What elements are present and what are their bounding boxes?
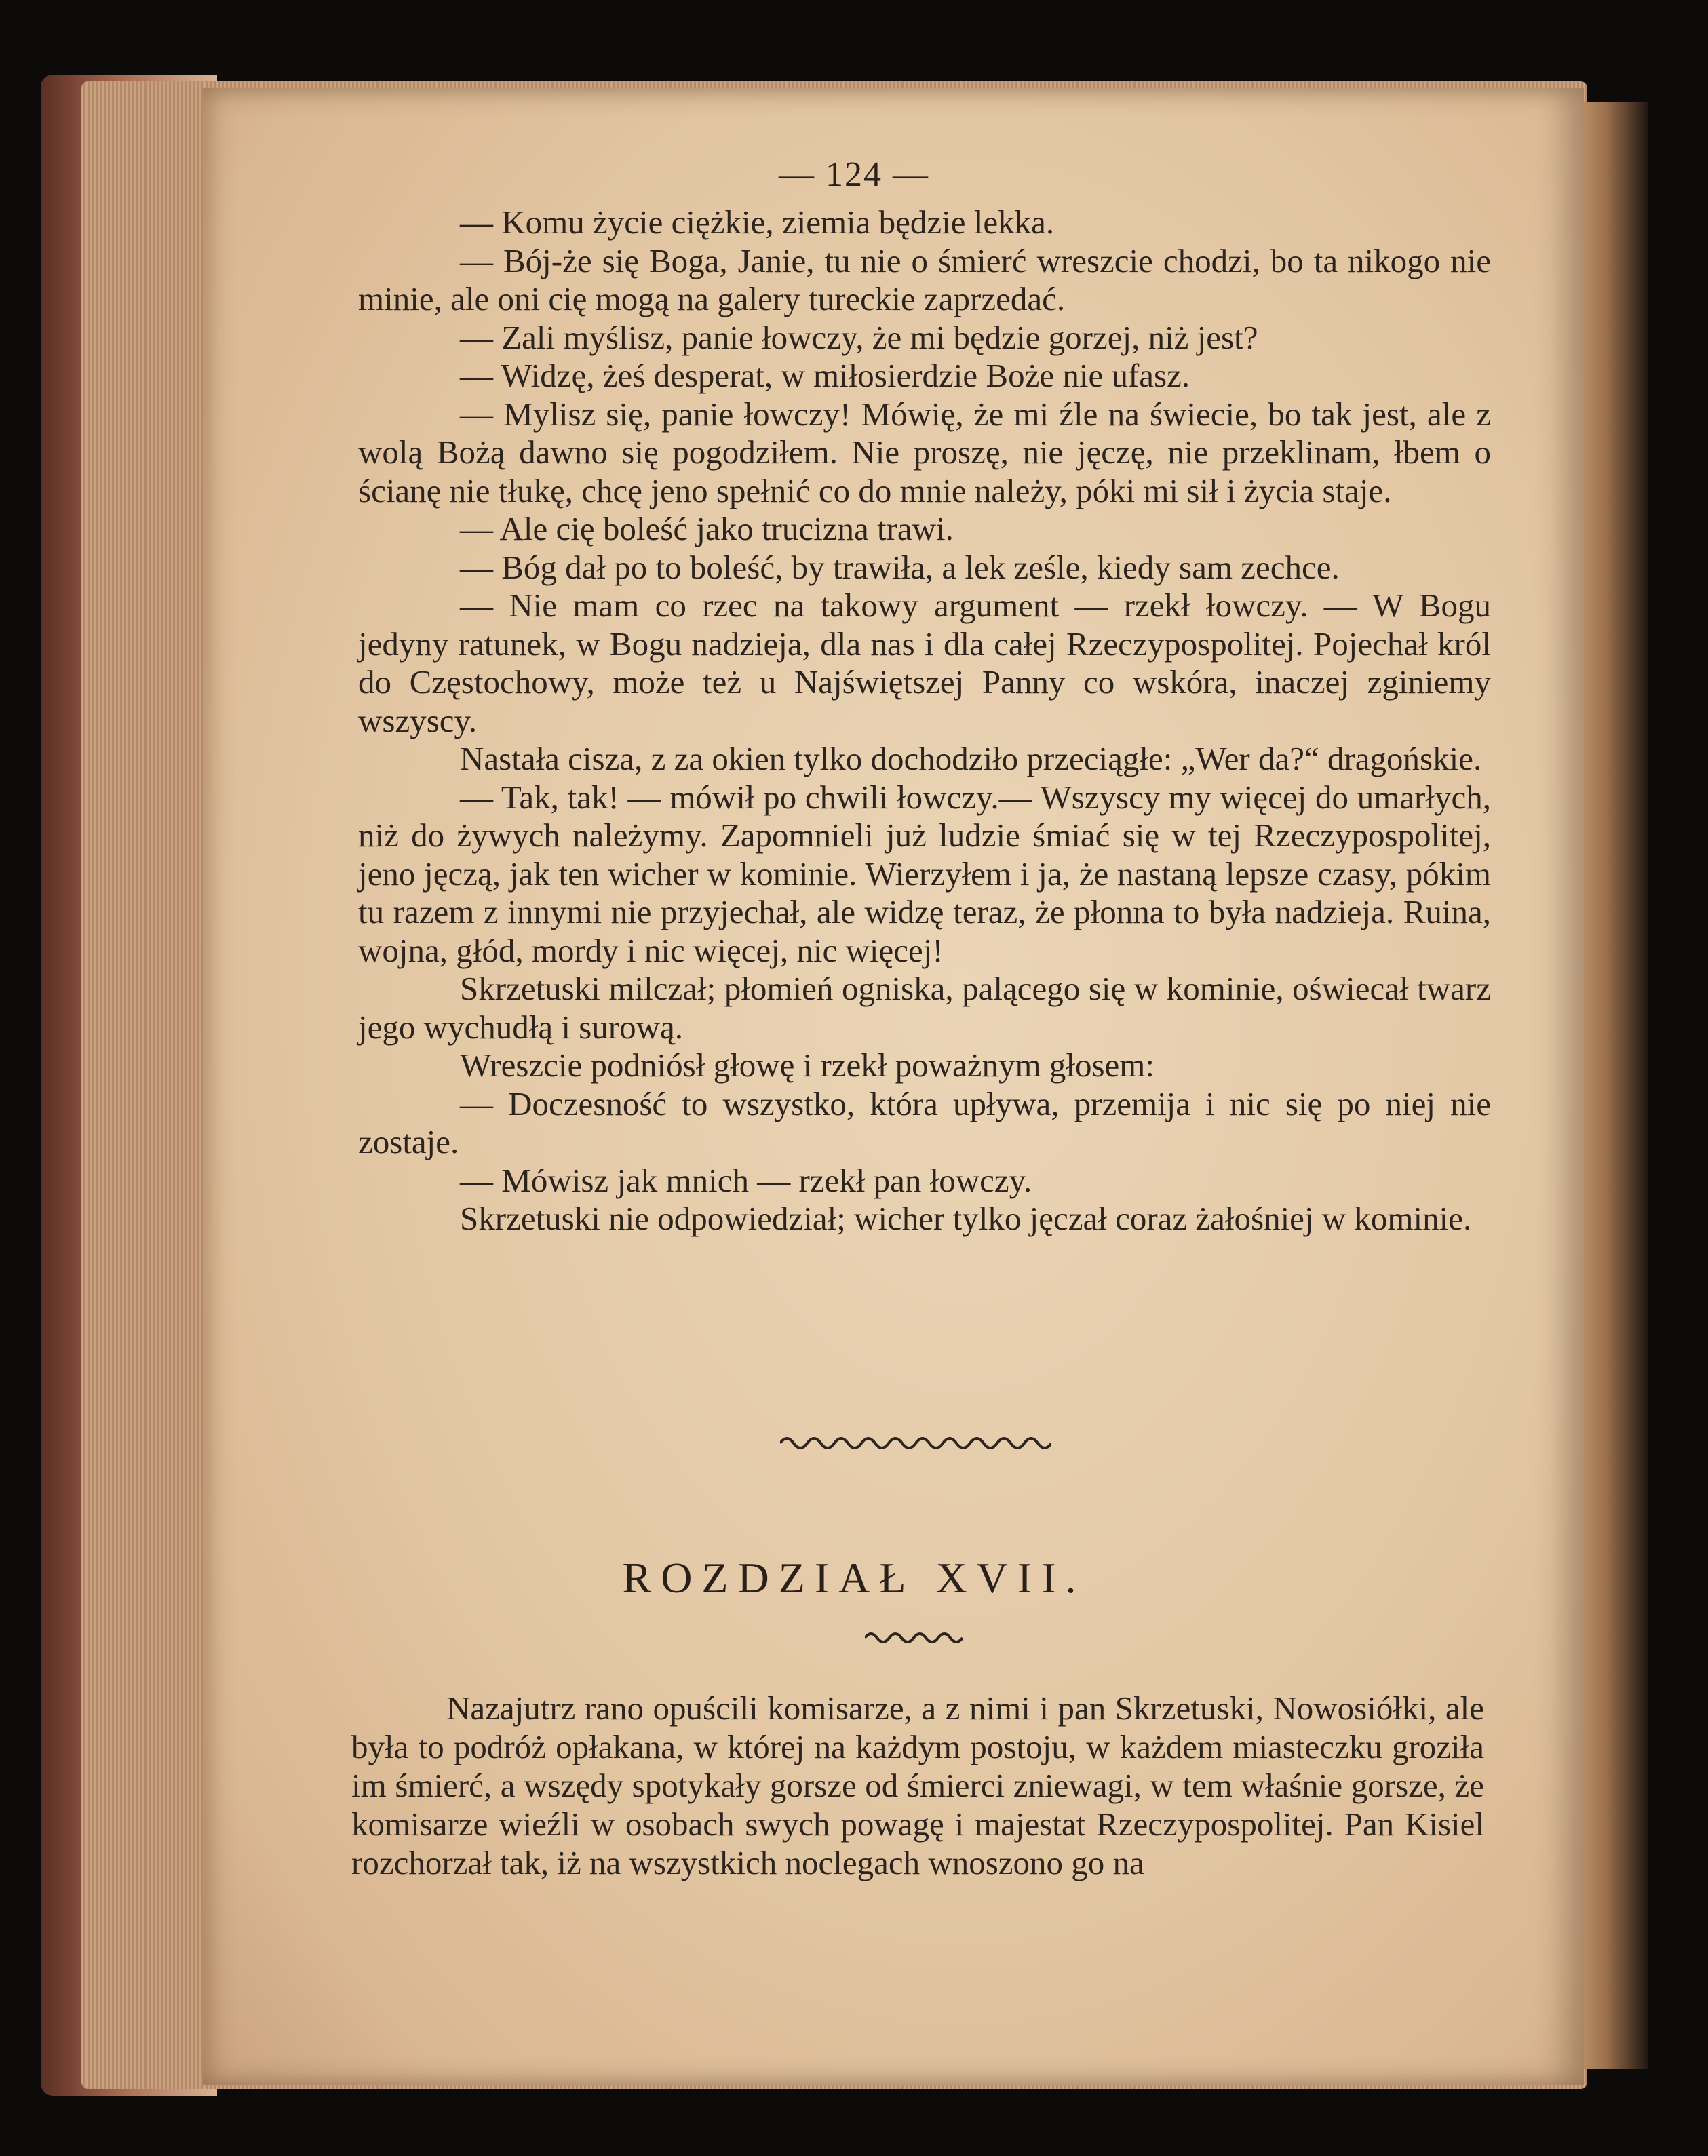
paragraph: — Bój-że się Boga, Janie, tu nie o śmierć wreszcie chodzi, bo ta nikogo nie minie, ale oni cię mogą na galery tureckie zaprzedać. [358,241,1491,317]
paragraph: — Mylisz się, panie łowczy! Mówię, że mi źle na świecie, bo tak jest, ale z wolą Bożą dawno się pogodziłem. Nie proszę, nie jęczę, nie przeklinam, łbem o ścianę nie tłukę, chcę jeno spełnić co do mnie należy, póki mi sił i życia staje. [358,395,1491,509]
paragraph: — Mówisz jak mnich — rzekł pan łowczy. [460,1161,1032,1199]
small-wavy-ornament [865,1624,967,1651]
chapter-title: ROZDZIAŁ XVII. [622,1554,1086,1602]
page-number: — 124 — [779,155,929,194]
paragraph: — Ale cię boleść jako trucizna trawi. [460,510,954,547]
paragraph: — Bóg dał po to boleść, by trawiła, a lek ześle, kiedy sam zechce. [460,548,1340,586]
paragraph: — Tak, tak! — mówił po chwili łowczy.— Wszyscy my więcej do umarłych, niż do żywych należymy. Zapomnieli już ludzie śmiać się w tej Rzeczypospolitej, jeno jęczą, jak ten wicher w kominie. Wierzyłem i ja, że nastaną lepsze czasy, pókim tu razem z innymi nie przyjechał, ale widzę teraz, że płonna to była nadzieja. Ruina, wojna, głód, mordy i nic więcej, nic więcej! [358,778,1491,969]
paragraph: — Doczesność to wszystko, która upływa, przemija i nic się po niej nie zostaje. [358,1084,1491,1160]
wavy-divider-ornament [780,1430,1051,1457]
paragraph: Wreszcie podniósł głowę i rzekł poważnym głosem: [460,1046,1155,1084]
paragraph: Skrzetuski milczał; płomień ogniska, palącego się w kominie, oświecał twarz jego wychudłą i surową. [358,970,1491,1046]
paragraph: Nazajutrz rano opuścili komisarze, a z nimi i pan Skrzetuski, Nowosiółki, ale była to podróż opłakana, w której na każdym postoju, w każdem miasteczku groziła im śmierć, a wszędy spotykały gorsze od śmierci zniewagi, w tem właśnie gorsze, że komisarze wieźli w osobach swych powagę i majestat Rzeczypospolitej. Pan Kisiel rozchorzał tak, iż na wszystkich noclegach wnoszono go na [351,1689,1484,1881]
chapter-opening-text [351,1689,1484,1882]
body-text [358,203,1491,1238]
paragraph: Skrzetuski nie odpowiedział; wicher tylko jęczał coraz żałośniej w kominie. [460,1200,1472,1237]
paragraph: — Widzę, żeś desperat, w miłosierdzie Boże nie ufasz. [460,357,1190,394]
paragraph: — Nie mam co rzec na takowy argument — rzekł łowczy. — W Bogu jedyny ratunek, w Bogu nadzieja, dla nas i dla całej Rzeczypospolitej. Pojechał król do Częstochowy, może też u Najświętszej Panny co wskóra, inaczej zginiemy wszyscy. [358,587,1491,739]
paragraph: — Komu życie ciężkie, ziemia będzie lekka. [460,203,1055,241]
paragraph: Nastała cisza, z za okien tylko dochodziło przeciągłe: „Wer da?“ dragońskie. [460,740,1482,777]
page-gutter-right [1584,102,1648,2069]
paragraph: — Zali myślisz, panie łowczy, że mi będzie gorzej, niż jest? [460,318,1258,356]
